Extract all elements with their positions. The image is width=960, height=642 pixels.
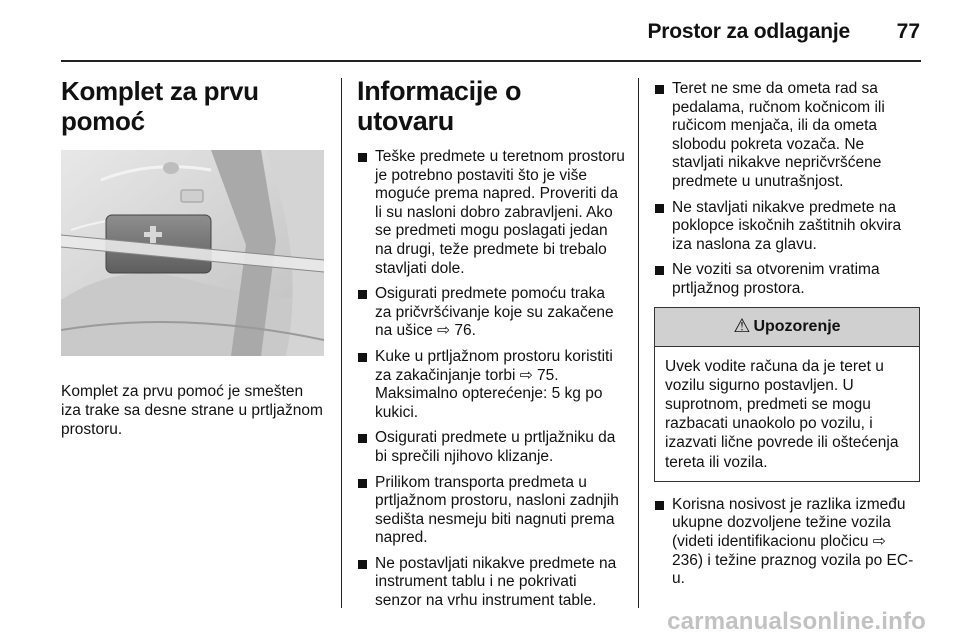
square-bullet-icon [655,266,664,275]
list-item [357,555,625,611]
loading-info-title: Informacije o utovaru [357,76,522,136]
square-bullet-icon [358,479,367,488]
list-item [357,285,625,341]
middle-column [357,76,625,618]
list-item [654,199,920,255]
header-rule [61,60,921,62]
list-item [654,80,920,192]
square-bullet-icon [655,204,664,213]
square-bullet-icon [358,153,367,162]
first-aid-caption: Komplet za prvu pomoć je smešten iza trake sa desne strane u prtljažnom prostoru. [61,383,323,438]
list-item-text: Osigurati predmete u prtljažniku da bi sprečili njihovo klizanje. [375,429,616,465]
list-item-text: Ne voziti sa otvorenim vratima prtljažnog prostora. [672,261,880,297]
list-item-text: Kuke u prtljažnom prostoru koristiti za zakačinjanje torbi ⇨ 75. Maksimalno opterećenje: 5 kg po kukici. [375,347,613,421]
list-item-text: Ne postavljati nikakve predmete na instrument tablu i ne pokrivati senzor na vrhu instrument table. [375,554,617,610]
list-item-text: Teret ne sme da ometa rad sa pedalama, ručnom kočnicom ili ručicom menjača, ili da ometa slobodu pokreta vozača. Ne stavljati nikakve nepričvršćene predmete u unutrašnjost. [672,80,885,190]
warning-title: Upozorenje [753,317,841,335]
loading-info-list-continued [654,80,920,299]
list-item-text: Osigurati predmete pomoću traka za pričvršćivanje koje su zakačene na ušice ⇨ 76. [375,285,614,340]
square-bullet-icon [358,434,367,443]
watermark: carmanualsonline.info [667,608,926,635]
column-divider-2 [638,78,639,608]
warning-text: Uvek vodite računa da je teret u vozilu sigurno postavljen. U suprotnom, predmeti se mogu razbacati unaokolo po vozilu, i izazvati lične povrede ili oštećenja tereta ili vozila. [665,357,899,471]
warning-triangle-icon: ⚠ [733,316,751,338]
list-item [654,496,920,589]
list-item [357,429,625,466]
payload-list [654,496,920,589]
list-item-text: Korisna nosivost je razlika između ukupne dozvoljene težine vozila (videti identifikacionu pločicu ⇨ 236) i težine praznog vozila po EC-u. [672,495,914,588]
square-bullet-icon [358,560,367,569]
page-number: 77 [896,20,920,43]
left-column [61,76,325,455]
warning-box [654,307,920,482]
square-bullet-icon [655,501,664,510]
column-divider-1 [341,78,342,608]
list-item [357,474,625,548]
right-column [654,80,920,596]
first-aid-title: Komplet za prvu pomoć [61,76,259,136]
list-item [357,348,625,422]
square-bullet-icon [358,290,367,299]
header-title: Prostor za odlaganje [647,20,850,43]
list-item-text: Prilikom transporta predmeta u prtljažnom prostoru, nasloni zadnjih sedišta nesmeju biti nagnuti prema napred. [375,473,619,547]
list-item-text: Teške predmete u teretnom prostoru je potrebno postaviti što je više moguće prema napred. Proveriti da li su nasloni dobro zabravljeni. Ako se predmeti mogu poslagati jedan na drugi, teže predmete bi trebalo stavljati dole. [375,148,625,277]
list-item-text: Ne stavljati nikakve predmete na poklopce iskočnih zaštitnih okvira iza naslona za glavu. [672,198,902,253]
list-item [654,261,920,298]
list-item [357,148,625,278]
loading-info-list [357,148,625,611]
first-aid-kit-photo [61,150,324,356]
square-bullet-icon [358,353,367,362]
square-bullet-icon [655,85,664,94]
first-aid-kit-illustration [61,150,324,356]
warning-header [655,308,919,347]
